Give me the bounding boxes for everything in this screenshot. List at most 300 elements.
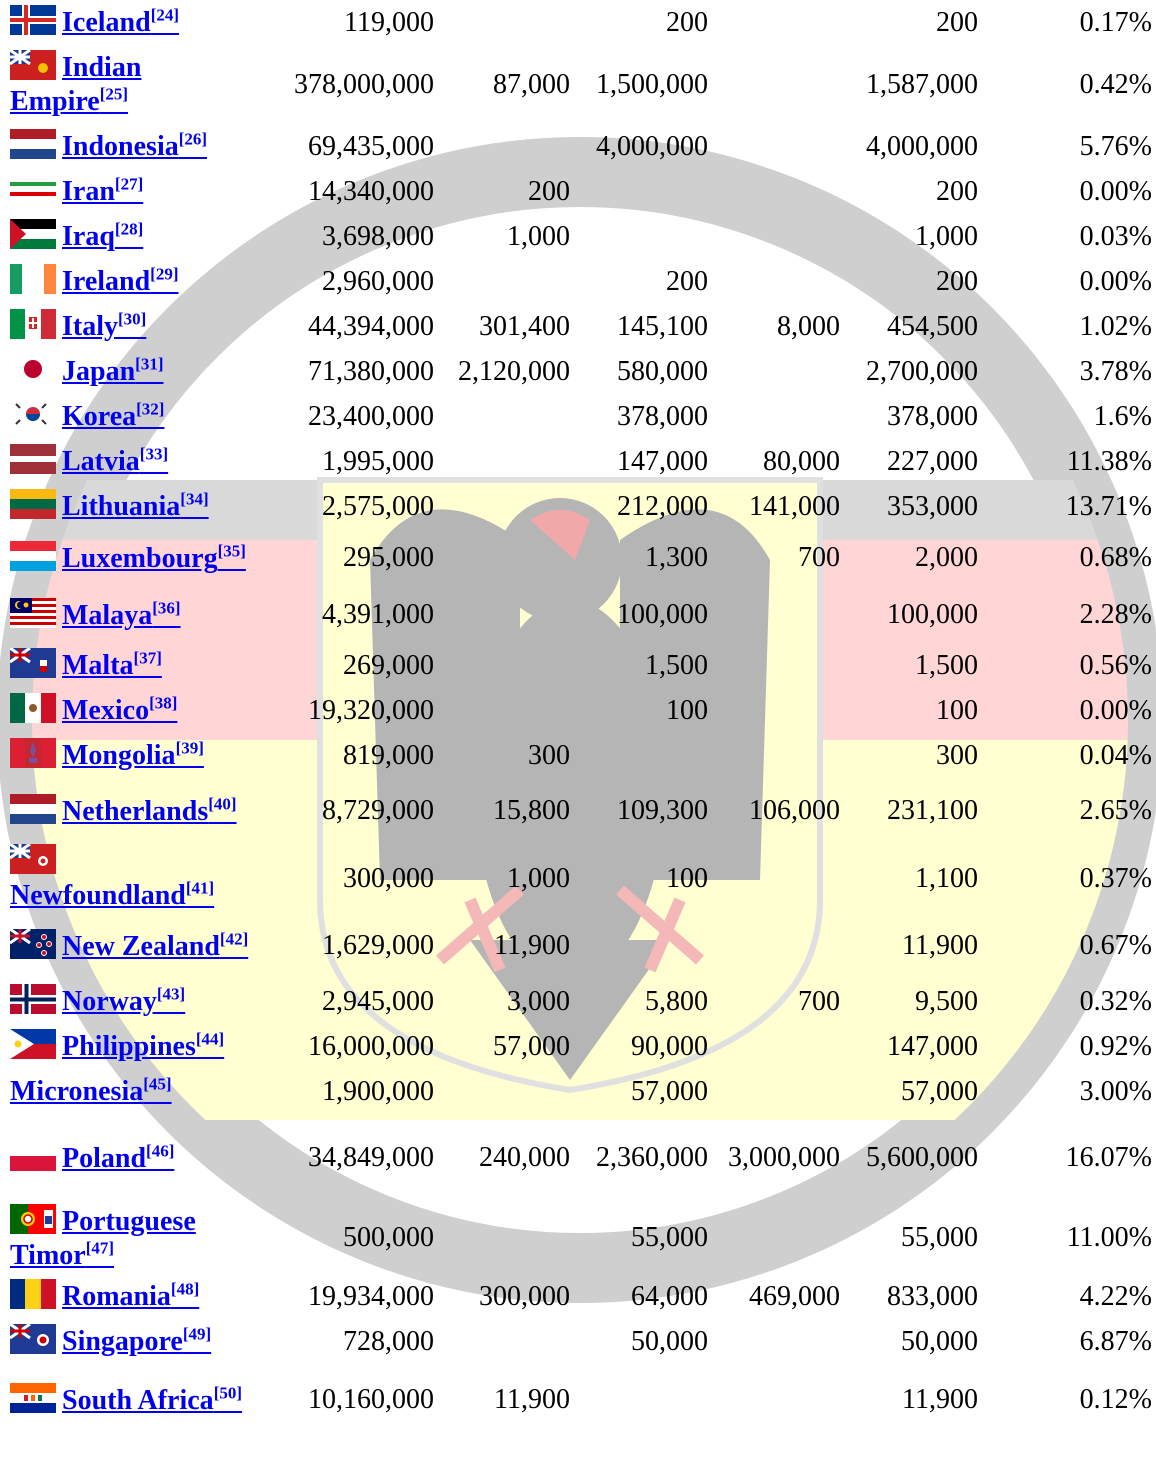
value-cell-4: 700 xyxy=(798,542,840,573)
value-cell-3: 64,000 xyxy=(631,1280,708,1312)
value-cell-4 xyxy=(712,913,844,979)
country-link[interactable] xyxy=(10,880,214,911)
value-cell-2 xyxy=(438,394,574,439)
value-cell-2: 301,400 xyxy=(479,310,570,342)
country-link[interactable] xyxy=(62,131,207,162)
country-name: Italy xyxy=(62,311,118,342)
country-cell xyxy=(0,1024,262,1069)
country-cell xyxy=(0,1364,262,1436)
total-cell: 1,000 xyxy=(915,220,978,252)
value-cell-4: 141,000 xyxy=(749,490,840,522)
country-link[interactable] xyxy=(10,1076,172,1107)
country-link[interactable] xyxy=(62,1281,199,1312)
total-cell: 5,600,000 xyxy=(866,1142,978,1173)
value-cell-2 xyxy=(438,529,574,587)
reference-link[interactable]: [25] xyxy=(99,84,129,104)
value-cell-4 xyxy=(712,259,844,304)
percent-cell: 5.76% xyxy=(1079,130,1152,162)
percent-cell: 0.68% xyxy=(1079,542,1152,573)
value-cell-2: 15,800 xyxy=(493,795,570,826)
table-row xyxy=(0,1202,1156,1274)
table-row xyxy=(0,484,1156,529)
philippines-flag-icon xyxy=(10,1029,56,1059)
value-cell-3: 57,000 xyxy=(631,1075,708,1107)
country-cell xyxy=(0,394,262,439)
population-cell: 16,000,000 xyxy=(308,1030,434,1062)
value-cell-3: 145,100 xyxy=(617,310,708,342)
value-cell-3: 200 xyxy=(666,6,708,38)
total-cell: 1,500 xyxy=(915,649,978,681)
reference-link[interactable]: [49] xyxy=(182,1324,212,1344)
country-name: Latvia xyxy=(62,446,140,477)
value-cell-4: 106,000 xyxy=(749,795,840,826)
table-row xyxy=(0,45,1156,124)
country-link[interactable] xyxy=(62,1031,224,1062)
table-row xyxy=(0,1274,1156,1319)
percent-cell: 0.32% xyxy=(1079,985,1152,1017)
country-name: Indonesia xyxy=(62,131,179,162)
value-cell-2: 57,000 xyxy=(493,1030,570,1062)
country-link[interactable] xyxy=(62,695,177,726)
value-cell-2 xyxy=(438,1319,574,1364)
malta-flag-icon xyxy=(10,648,56,678)
reference-link[interactable]: [41] xyxy=(185,878,215,898)
value-cell-3: 100 xyxy=(666,862,708,894)
reference-link[interactable]: [37] xyxy=(133,648,162,668)
value-cell-4 xyxy=(712,844,844,913)
value-cell-2 xyxy=(438,1069,574,1114)
table-row xyxy=(0,1364,1156,1436)
country-link[interactable] xyxy=(62,1385,242,1416)
country-cell xyxy=(0,688,262,733)
population-cell: 19,320,000 xyxy=(308,694,434,726)
table-row xyxy=(0,0,1156,45)
country-name: Norway xyxy=(62,986,157,1017)
percent-cell: 0.00% xyxy=(1079,694,1152,726)
population-cell: 819,000 xyxy=(343,739,434,771)
value-cell-2 xyxy=(438,484,574,529)
country-link[interactable] xyxy=(62,446,168,477)
value-cell-3: 55,000 xyxy=(631,1222,708,1253)
netherlands-flag-icon xyxy=(10,794,56,824)
total-cell: 353,000 xyxy=(887,490,978,522)
country-name: Lithuania xyxy=(62,491,181,522)
value-cell-3 xyxy=(574,913,712,979)
country-name: Singapore xyxy=(62,1326,183,1357)
population-cell: 1,629,000 xyxy=(322,930,434,961)
country-cell xyxy=(0,529,262,587)
population-cell: 3,698,000 xyxy=(322,220,434,252)
total-cell: 200 xyxy=(936,6,978,38)
italy-flag-icon xyxy=(10,309,56,339)
population-cell: 71,380,000 xyxy=(308,355,434,387)
value-cell-4 xyxy=(712,349,844,394)
romania-flag-icon xyxy=(10,1279,56,1309)
reference-link[interactable]: [44] xyxy=(195,1029,225,1049)
value-cell-2: 11,900 xyxy=(494,1384,570,1415)
total-cell: 55,000 xyxy=(901,1222,978,1253)
country-name: Luxembourg xyxy=(62,542,218,574)
norway-flag-icon xyxy=(10,984,56,1014)
value-cell-2 xyxy=(438,643,574,688)
value-cell-4 xyxy=(712,169,844,214)
value-cell-3: 147,000 xyxy=(617,445,708,477)
value-cell-2: 200 xyxy=(528,175,570,207)
table-row xyxy=(0,394,1156,439)
percent-cell: 0.37% xyxy=(1079,862,1152,894)
country-name: Newfoundland xyxy=(10,880,186,911)
value-cell-2 xyxy=(438,587,574,643)
population-cell: 295,000 xyxy=(343,542,434,573)
population-cell: 44,394,000 xyxy=(308,310,434,342)
value-cell-2 xyxy=(438,259,574,304)
value-cell-3: 580,000 xyxy=(617,355,708,387)
population-cell: 10,160,000 xyxy=(308,1384,434,1415)
country-link[interactable] xyxy=(62,356,163,387)
value-cell-2: 240,000 xyxy=(479,1142,570,1173)
country-name: Romania xyxy=(62,1281,171,1312)
value-cell-3: 2,360,000 xyxy=(596,1142,708,1173)
country-name: New Zealand xyxy=(62,930,220,962)
luxembourg-flag-icon xyxy=(10,541,56,571)
value-cell-3: 90,000 xyxy=(631,1030,708,1062)
population-cell: 4,391,000 xyxy=(322,599,434,630)
table-row xyxy=(0,913,1156,979)
country-cell xyxy=(0,587,262,643)
table-row xyxy=(0,778,1156,844)
percent-cell: 1.6% xyxy=(1093,400,1152,432)
value-cell-3: 1,500,000 xyxy=(596,68,708,100)
country-cell xyxy=(0,844,262,913)
malaya-flag-icon xyxy=(10,598,56,628)
reference-link[interactable]: [39] xyxy=(175,738,204,758)
value-cell-3: 4,000,000 xyxy=(596,130,708,162)
country-name: South Africa xyxy=(62,1384,214,1416)
value-cell-4 xyxy=(712,214,844,259)
table-row xyxy=(0,587,1156,643)
indonesia-flag-icon xyxy=(10,129,56,159)
value-cell-4 xyxy=(712,587,844,643)
population-cell: 14,340,000 xyxy=(308,175,434,207)
reference-link[interactable]: [28] xyxy=(114,219,144,239)
country-cell xyxy=(0,733,262,778)
country-name: Poland xyxy=(62,1142,147,1174)
table-row xyxy=(0,214,1156,259)
value-cell-3: 1,300 xyxy=(645,542,708,573)
percent-cell: 0.12% xyxy=(1079,1384,1152,1415)
value-cell-3: 1,500 xyxy=(645,649,708,681)
total-cell: 100,000 xyxy=(887,599,978,630)
percent-cell: 0.56% xyxy=(1079,649,1152,681)
total-cell: 9,500 xyxy=(915,985,978,1017)
percent-cell: 4.22% xyxy=(1079,1280,1152,1312)
country-name: Indian Empire xyxy=(10,52,142,117)
country-link[interactable] xyxy=(62,1326,211,1357)
value-cell-3: 100 xyxy=(666,694,708,726)
country-cell xyxy=(0,169,262,214)
table-row xyxy=(0,529,1156,587)
iran-flag-icon xyxy=(10,174,56,204)
population-cell: 378,000,000 xyxy=(294,68,434,100)
total-cell: 200 xyxy=(936,175,978,207)
reference-link[interactable]: [29] xyxy=(150,264,179,284)
reference-link[interactable]: [46] xyxy=(146,1141,175,1161)
value-cell-2 xyxy=(438,439,574,484)
population-cell: 8,729,000 xyxy=(322,795,434,826)
reference-link[interactable]: [45] xyxy=(143,1074,172,1094)
country-cell xyxy=(0,349,262,394)
value-cell-2: 1,000 xyxy=(507,862,570,894)
value-cell-3: 200 xyxy=(666,265,708,297)
table-row xyxy=(0,1319,1156,1364)
country-name: Japan xyxy=(62,356,136,387)
iraq-flag-icon xyxy=(10,219,56,249)
reference-link[interactable]: [38] xyxy=(149,693,178,713)
value-cell-4 xyxy=(712,394,844,439)
country-name: Mongolia xyxy=(62,740,176,771)
population-cell: 269,000 xyxy=(343,649,434,681)
table-row xyxy=(0,349,1156,394)
value-cell-4 xyxy=(712,1319,844,1364)
population-cell: 2,575,000 xyxy=(322,490,434,522)
percent-cell: 0.17% xyxy=(1079,6,1152,38)
reference-link[interactable]: [24] xyxy=(150,5,180,25)
value-cell-4 xyxy=(712,1202,844,1274)
total-cell: 1,587,000 xyxy=(866,68,978,100)
value-cell-4 xyxy=(712,124,844,169)
south-africa-flag-icon xyxy=(10,1383,56,1413)
country-link[interactable] xyxy=(62,600,181,631)
value-cell-2 xyxy=(438,0,574,45)
country-link[interactable] xyxy=(62,931,248,962)
indian-empire-flag-icon xyxy=(10,50,56,80)
reference-link[interactable]: [34] xyxy=(180,489,209,509)
value-cell-2: 2,120,000 xyxy=(458,355,570,387)
percent-cell: 0.42% xyxy=(1079,68,1152,100)
population-cell: 1,995,000 xyxy=(322,445,434,477)
country-cell xyxy=(0,979,262,1024)
country-link[interactable] xyxy=(62,311,146,342)
value-cell-2 xyxy=(438,688,574,733)
percent-cell: 1.02% xyxy=(1079,310,1152,342)
country-cell xyxy=(0,214,262,259)
population-cell: 23,400,000 xyxy=(308,400,434,432)
country-link[interactable] xyxy=(62,740,204,771)
value-cell-4 xyxy=(712,643,844,688)
newfoundland-flag-icon xyxy=(10,844,56,874)
value-cell-2: 3,000 xyxy=(507,985,570,1017)
total-cell: 1,100 xyxy=(915,862,978,894)
reference-link[interactable]: [36] xyxy=(152,598,181,618)
country-name: Mexico xyxy=(62,695,150,726)
new-zealand-flag-icon xyxy=(10,929,56,959)
value-cell-2: 11,900 xyxy=(494,930,570,961)
table-row xyxy=(0,1114,1156,1202)
value-cell-4 xyxy=(712,0,844,45)
value-cell-3: 378,000 xyxy=(617,400,708,432)
total-cell: 231,100 xyxy=(887,795,978,826)
value-cell-3 xyxy=(574,733,712,778)
country-link[interactable] xyxy=(62,7,179,38)
population-cell: 19,934,000 xyxy=(308,1280,434,1312)
country-cell xyxy=(0,1319,262,1364)
reference-link[interactable]: [48] xyxy=(170,1279,200,1299)
table-row xyxy=(0,304,1156,349)
total-cell: 378,000 xyxy=(887,400,978,432)
total-cell: 11,900 xyxy=(902,1384,978,1415)
country-name: Iceland xyxy=(62,7,151,38)
country-link[interactable] xyxy=(62,221,143,252)
table-row xyxy=(0,1024,1156,1069)
value-cell-3: 100,000 xyxy=(617,599,708,630)
population-cell: 1,900,000 xyxy=(322,1075,434,1107)
country-name: Netherlands xyxy=(62,795,209,827)
reference-link[interactable]: [47] xyxy=(85,1238,115,1258)
country-name: Iran xyxy=(62,176,115,207)
percent-cell: 3.00% xyxy=(1079,1075,1152,1107)
value-cell-2 xyxy=(438,1202,574,1274)
country-link[interactable] xyxy=(62,1143,174,1174)
total-cell: 4,000,000 xyxy=(866,130,978,162)
country-cell xyxy=(0,0,262,45)
population-cell: 119,000 xyxy=(344,6,434,38)
table-row xyxy=(0,259,1156,304)
total-cell: 100 xyxy=(936,694,978,726)
country-link[interactable] xyxy=(62,796,237,827)
mexico-flag-icon xyxy=(10,693,56,723)
total-cell: 2,000 xyxy=(915,542,978,573)
percent-cell: 2.28% xyxy=(1079,599,1152,630)
percent-cell: 0.04% xyxy=(1079,739,1152,771)
value-cell-3: 50,000 xyxy=(631,1325,708,1357)
country-name: Malaya xyxy=(62,599,153,631)
value-cell-3 xyxy=(574,169,712,214)
table-row xyxy=(0,733,1156,778)
table-row xyxy=(0,124,1156,169)
percent-cell: 0.92% xyxy=(1079,1030,1152,1062)
total-cell: 227,000 xyxy=(887,445,978,477)
percent-cell: 6.87% xyxy=(1079,1325,1152,1357)
percent-cell: 0.03% xyxy=(1079,220,1152,252)
value-cell-3 xyxy=(574,1364,712,1436)
total-cell: 57,000 xyxy=(901,1075,978,1107)
country-cell xyxy=(0,1274,262,1319)
reference-link[interactable]: [27] xyxy=(114,174,144,194)
korea-flag-icon xyxy=(10,399,56,429)
population-cell: 300,000 xyxy=(343,862,434,894)
latvia-flag-icon xyxy=(10,444,56,474)
reference-link[interactable]: [40] xyxy=(208,794,237,814)
country-cell xyxy=(0,643,262,688)
total-cell: 11,900 xyxy=(902,930,978,961)
total-cell: 454,500 xyxy=(887,310,978,342)
value-cell-4: 469,000 xyxy=(749,1280,840,1312)
country-name: Portuguese Timor xyxy=(10,1205,196,1271)
country-name: Malta xyxy=(62,650,134,681)
percent-cell: 3.78% xyxy=(1079,355,1152,387)
value-cell-3: 109,300 xyxy=(617,795,708,826)
country-cell xyxy=(0,1202,262,1274)
country-name: Ireland xyxy=(62,266,151,297)
country-name: Micronesia xyxy=(10,1075,144,1107)
ireland-flag-icon xyxy=(10,264,56,294)
country-cell xyxy=(0,45,262,124)
reference-link[interactable]: [30] xyxy=(118,309,147,329)
country-link[interactable] xyxy=(62,266,179,297)
singapore-flag-icon xyxy=(10,1324,56,1354)
country-cell xyxy=(0,304,262,349)
table-row xyxy=(0,979,1156,1024)
country-cell xyxy=(0,439,262,484)
country-name: Philippines xyxy=(62,1031,196,1062)
table-row xyxy=(0,844,1156,913)
total-cell: 2,700,000 xyxy=(866,355,978,387)
population-cell: 2,945,000 xyxy=(322,985,434,1017)
value-cell-4 xyxy=(712,1364,844,1436)
country-cell xyxy=(0,124,262,169)
value-cell-2: 87,000 xyxy=(493,68,570,100)
total-cell: 300 xyxy=(936,739,978,771)
value-cell-4: 3,000,000 xyxy=(728,1142,840,1173)
population-cell: 2,960,000 xyxy=(322,265,434,297)
value-cell-4 xyxy=(712,688,844,733)
mongolia-flag-icon xyxy=(10,738,56,768)
reference-link[interactable]: [32] xyxy=(136,399,165,419)
percent-cell: 13.71% xyxy=(1065,490,1152,522)
country-cell xyxy=(0,484,262,529)
country-cell xyxy=(0,259,262,304)
reference-link[interactable]: [31] xyxy=(135,354,164,374)
percent-cell: 0.67% xyxy=(1079,930,1152,961)
percent-cell: 0.00% xyxy=(1079,175,1152,207)
country-name: Korea xyxy=(62,401,137,432)
total-cell: 50,000 xyxy=(901,1325,978,1357)
value-cell-4: 700 xyxy=(798,985,840,1017)
value-cell-2: 1,000 xyxy=(507,220,570,252)
country-name: Iraq xyxy=(62,221,115,252)
percent-cell: 16.07% xyxy=(1065,1142,1152,1173)
reference-link[interactable]: [43] xyxy=(156,984,186,1004)
reference-link[interactable]: [35] xyxy=(217,541,246,561)
reference-link[interactable]: [50] xyxy=(213,1383,243,1403)
reference-link[interactable]: [33] xyxy=(139,444,169,464)
percent-cell: 0.00% xyxy=(1079,265,1152,297)
value-cell-3: 5,800 xyxy=(645,985,708,1017)
value-cell-4: 80,000 xyxy=(763,445,840,477)
population-cell: 500,000 xyxy=(343,1222,434,1253)
reference-link[interactable]: [26] xyxy=(178,129,208,149)
country-cell xyxy=(0,778,262,844)
country-link[interactable] xyxy=(62,650,162,681)
value-cell-2 xyxy=(438,124,574,169)
japan-flag-icon xyxy=(10,354,56,384)
total-cell: 147,000 xyxy=(887,1030,978,1062)
value-cell-2: 300,000 xyxy=(479,1280,570,1312)
percent-cell: 11.38% xyxy=(1066,445,1152,477)
percent-cell: 11.00% xyxy=(1066,1222,1152,1253)
iceland-flag-icon xyxy=(10,5,56,35)
country-link[interactable] xyxy=(62,543,246,574)
table-row xyxy=(0,439,1156,484)
value-cell-4 xyxy=(712,45,844,124)
country-link[interactable] xyxy=(62,401,164,432)
reference-link[interactable]: [42] xyxy=(219,929,249,949)
table-row xyxy=(0,169,1156,214)
country-link[interactable] xyxy=(62,491,209,522)
country-link[interactable] xyxy=(62,176,143,207)
country-cell xyxy=(0,1069,262,1114)
country-link[interactable] xyxy=(62,986,185,1017)
